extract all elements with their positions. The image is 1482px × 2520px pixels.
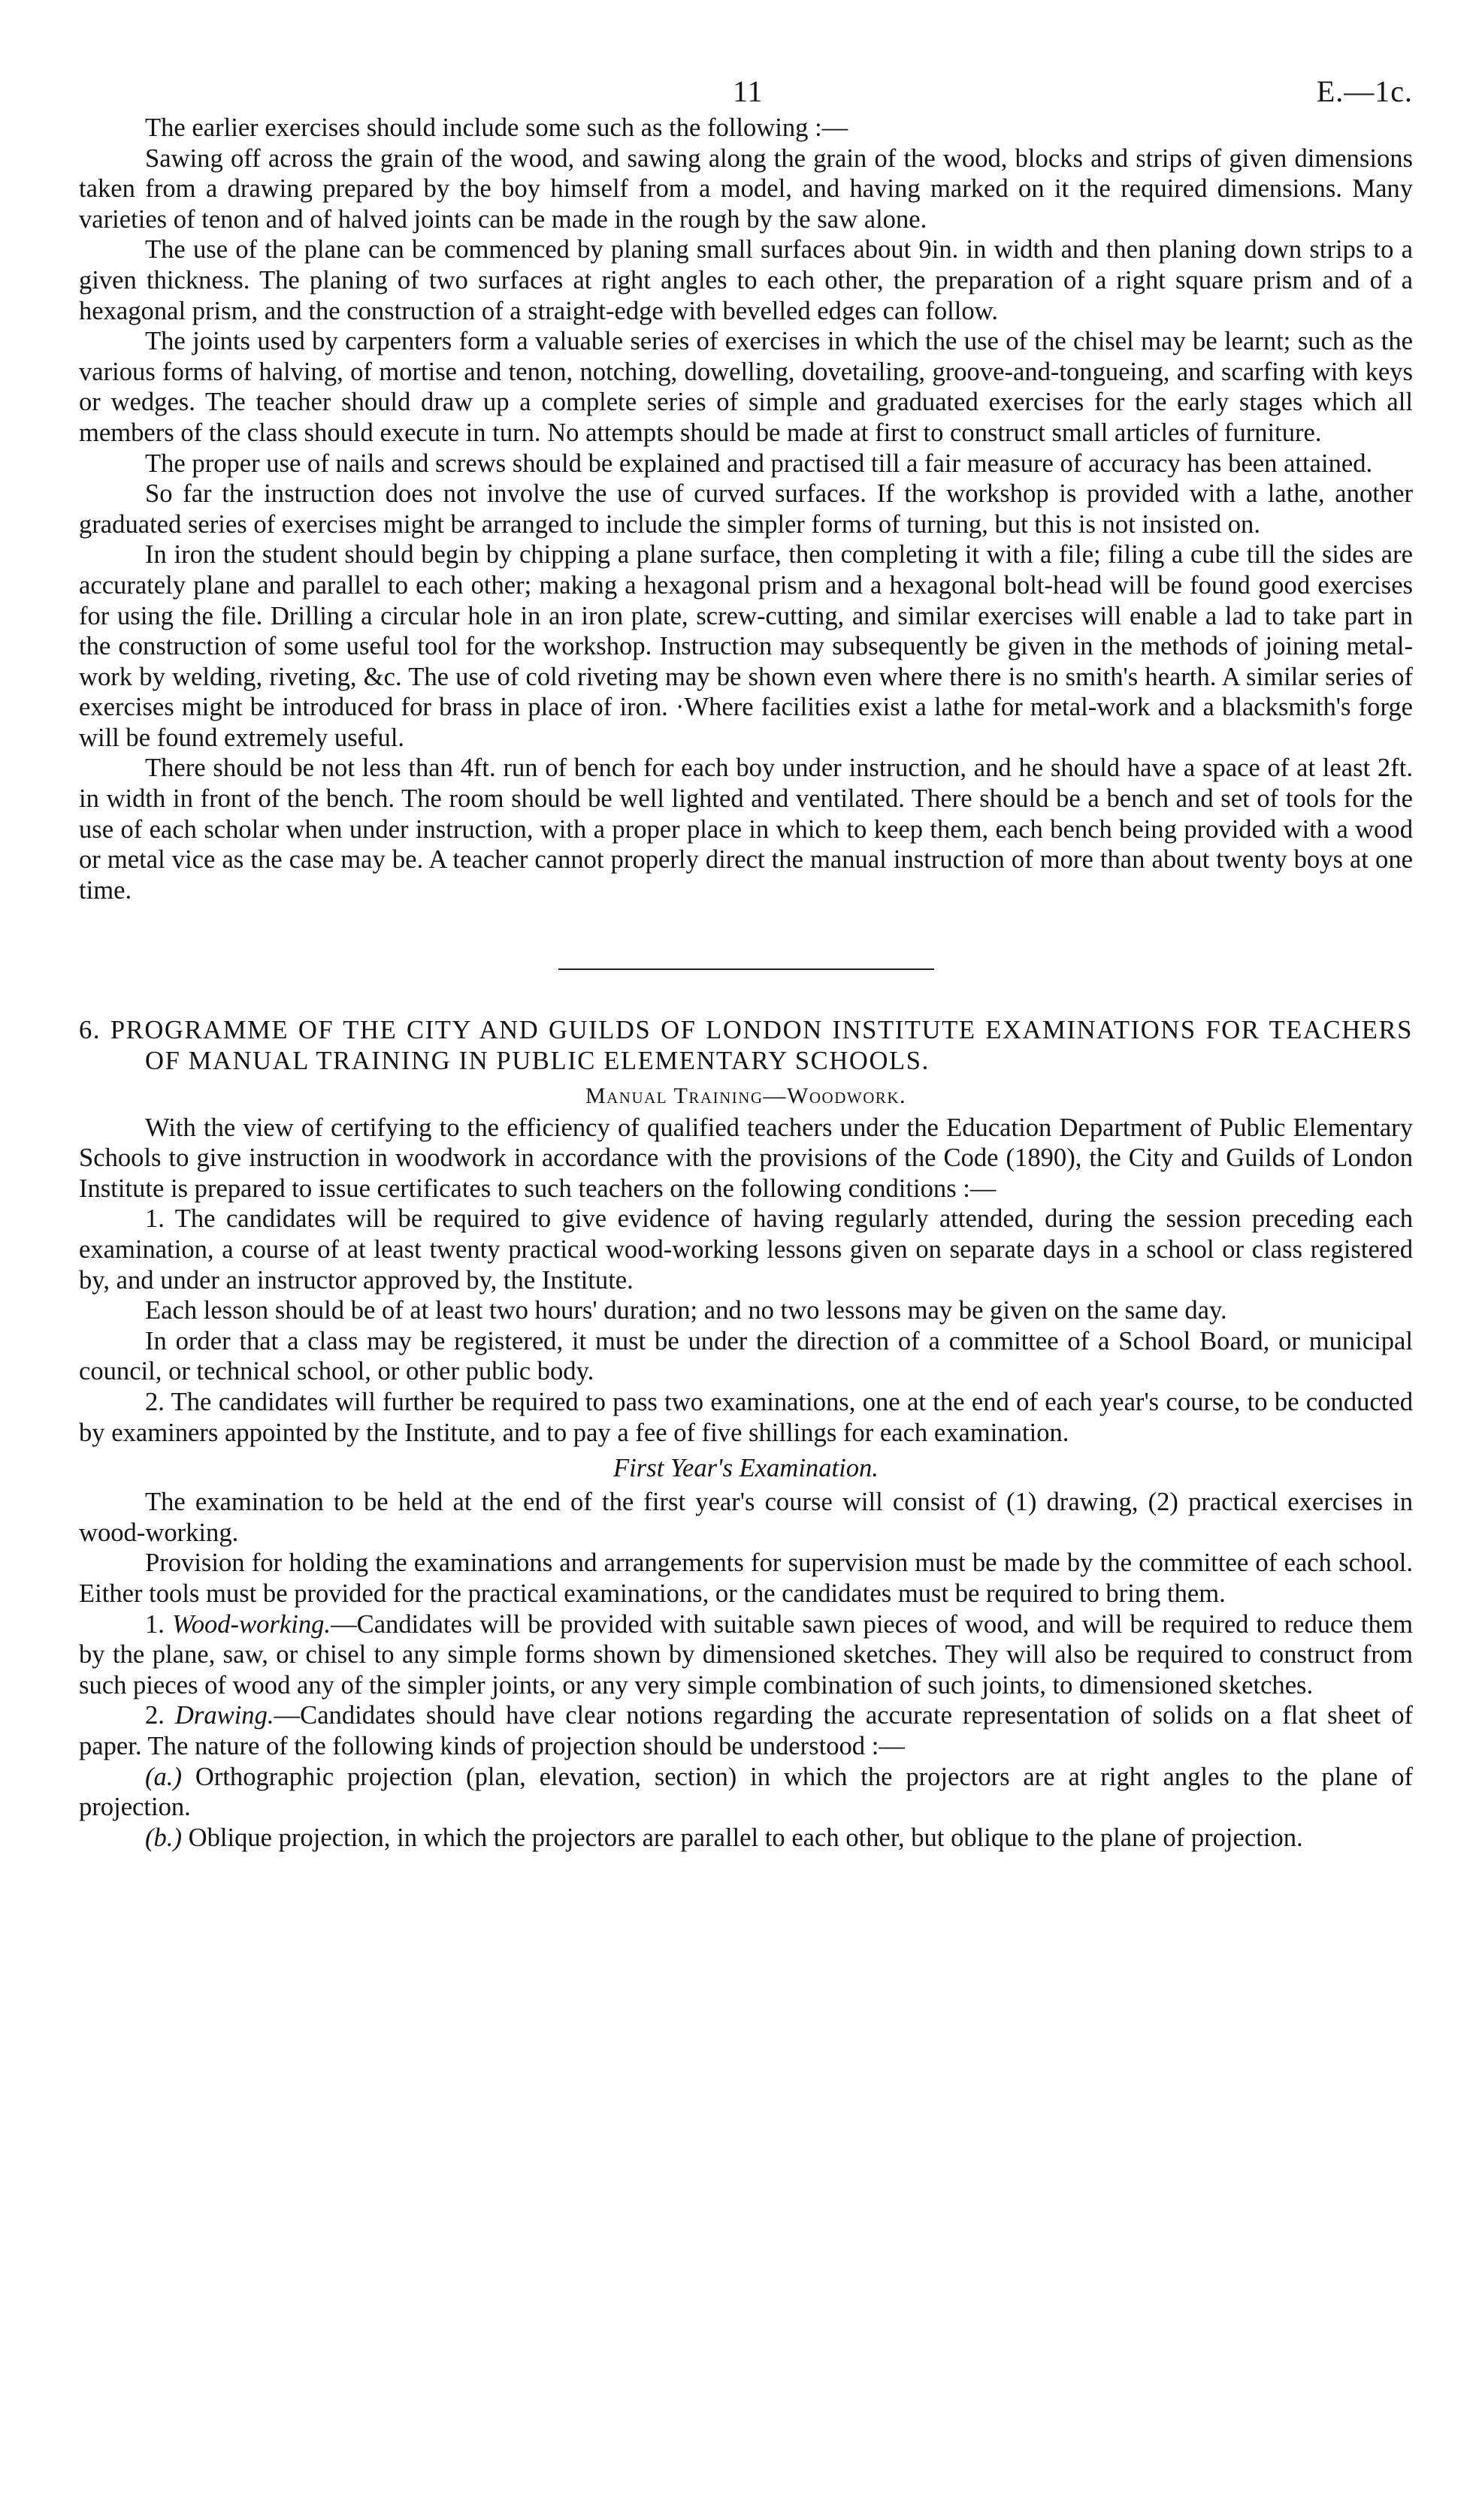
- item-number: 1.: [145, 1609, 165, 1639]
- section-heading: 6. PROGRAMME OF THE CITY AND GUILDS OF LONDON INSTITUTE EXAMINATIONS FOR TEACHERS OF MANUAL TRAINING IN PUBLIC ELEMENTARY SCHOOLS.: [79, 1016, 1413, 1076]
- item-label: (a.): [145, 1762, 182, 1791]
- paragraph: So far the instruction does not involve the use of curved surfaces. If the workshop is provided with a lathe, another graduated series of exercises might be arranged to include the simpler forms of turning, but this is not insisted on.: [79, 479, 1413, 539]
- paragraph: There should be not less than 4ft. run of bench for each boy under instruction, and he should have a space of at least 2ft. in width in front of the bench. The room should be well lighted and ventilated. There should be a bench and set of tools for the use of each scholar when under instruction, with a proper place in which to keep them, each bench being provided with a wood or metal vice as the case may be. A teacher cannot properly direct the manual instruction of more than about twenty boys at one time.: [79, 754, 1413, 905]
- paragraph: With the view of certifying to the efficiency of qualified teachers under the Education Department of Public Elementary Schools to give instruction in woodwork in accordance with the provisions of the Code (1890), the City and Guilds of London Institute is prepared to issue certificates to such teachers on the following conditions :—: [79, 1113, 1413, 1203]
- list-item-drawing: [79, 1700, 1413, 1761]
- list-item-woodworking: [79, 1609, 1413, 1701]
- paragraph: The use of the plane can be commenced by planing small surfaces about 9in. in width and then planing down strips to a given thickness. The planing of two surfaces at right angles to each other, the preparation of a right square prism and of a hexagonal prism, and the construction of a straight-edge with bevelled edges can follow.: [79, 235, 1413, 325]
- document-page: [79, 0, 1413, 1853]
- paragraph: In iron the student should begin by chipping a plane surface, then completing it with a file; filing a cube till the sides are accurately plane and parallel to each other; making a hexagonal prism and a hexagonal bolt-head will be found good exercises for using the file. Drilling a circular hole in an iron plate, screw-cutting, and similar exercises will enable a lad to take part in the construction of some useful tool for the workshop. Instruction may subsequently be given in the methods of joining metal-work by welding, riveting, &c. The use of cold riveting may be shown even where there is no smith's hearth. A similar series of exercises might be introduced for brass in place of iron. ·Where facilities exist a lathe for metal-work and a blacksmith's forge will be found extremely useful.: [79, 540, 1413, 752]
- paragraph: The earlier exercises should include some such as the following :—: [145, 113, 848, 142]
- document-reference: E.—1c.: [1316, 74, 1413, 108]
- first-year-heading: First Year's Examination.: [613, 1454, 879, 1483]
- item-text: Orthographic projection (plan, elevation, section) in which the projectors are at right angles to the plane of projection.: [79, 1762, 1413, 1822]
- section-divider: [558, 968, 934, 970]
- item-label: Wood-working.: [172, 1609, 331, 1639]
- item-text: Oblique projection, in which the projectors are parallel to each other, but oblique to the plane of projection.: [181, 1823, 1303, 1852]
- list-item-orthographic: [79, 1762, 1413, 1823]
- paragraph: The examination to be held at the end of the first year's course will consist of (1) drawing, (2) practical exercises in wood-working.: [79, 1488, 1413, 1547]
- running-header: [79, 0, 1413, 113]
- paragraph: 2. The candidates will further be required to pass two examinations, one at the end of each year's course, to be conducted by examiners appointed by the Institute, and to pay a fee of five shillings for each examination.: [79, 1387, 1413, 1447]
- section-subheading: Manual Training—Woodwork.: [585, 1083, 907, 1108]
- item-text: —Candidates will be provided with suitable sawn pieces of wood, and will be required to reduce them by the plane, saw, or chisel to any simple forms shown by dimensioned sketches. They will also be required to construct from such pieces of wood any of the simpler joints, or any very simple combination of such joints, to dimensioned sketches.: [79, 1609, 1413, 1700]
- item-label: Drawing.: [174, 1701, 274, 1730]
- paragraph: The proper use of nails and screws should be explained and practised till a fair measure of accuracy has been attained.: [145, 449, 1373, 478]
- intro-section: [79, 113, 1413, 905]
- paragraph: Provision for holding the examinations and arrangements for supervision must be made by the committee of each school. Either tools must be provided for the practical examinations, or the candidates must be required to bring them.: [79, 1549, 1413, 1608]
- item-text: —Candidates should have clear notions regarding the accurate representation of solids on a flat sheet of paper. The nature of the following kinds of projection should be understood :—: [79, 1701, 1413, 1760]
- page-number: 11: [733, 74, 764, 108]
- paragraph: The joints used by carpenters form a valuable series of exercises in which the use of the chisel may be learnt; such as the various forms of halving, of mortise and tenon, notching, dowelling, dovetailing, groove-and-tongueing, and scarfing with keys or wedges. The teacher should draw up a complete series of simple and graduated exercises for the early stages which all members of the class should execute in turn. No attempts should be made at first to construct small articles of furniture.: [79, 327, 1413, 447]
- paragraph: In order that a class may be registered, it must be under the direction of a committee of a School Board, or municipal council, or technical school, or other public body.: [79, 1326, 1413, 1386]
- paragraph: Each lesson should be of at least two hours' duration; and no two lessons may be given on the same day.: [145, 1296, 1227, 1325]
- item-label: (b.): [145, 1823, 182, 1852]
- item-number: 2.: [145, 1701, 165, 1730]
- section-6: [79, 1015, 1413, 1853]
- paragraph: 1. The candidates will be required to give evidence of having regularly attended, during the session preceding each examination, a course of at least twenty practical wood-working lessons given on separate days in a school or class registered by, and under an instructor approved by, the Institute.: [79, 1204, 1413, 1295]
- list-item-oblique: [79, 1823, 1413, 1854]
- paragraph: Sawing off across the grain of the wood, and sawing along the grain of the wood, blocks and strips of given dimensions taken from a drawing prepared by the boy himself from a model, and having marked on it the required dimensions. Many varieties of tenon and of halved joints can be made in the rough by the saw alone.: [79, 144, 1413, 234]
